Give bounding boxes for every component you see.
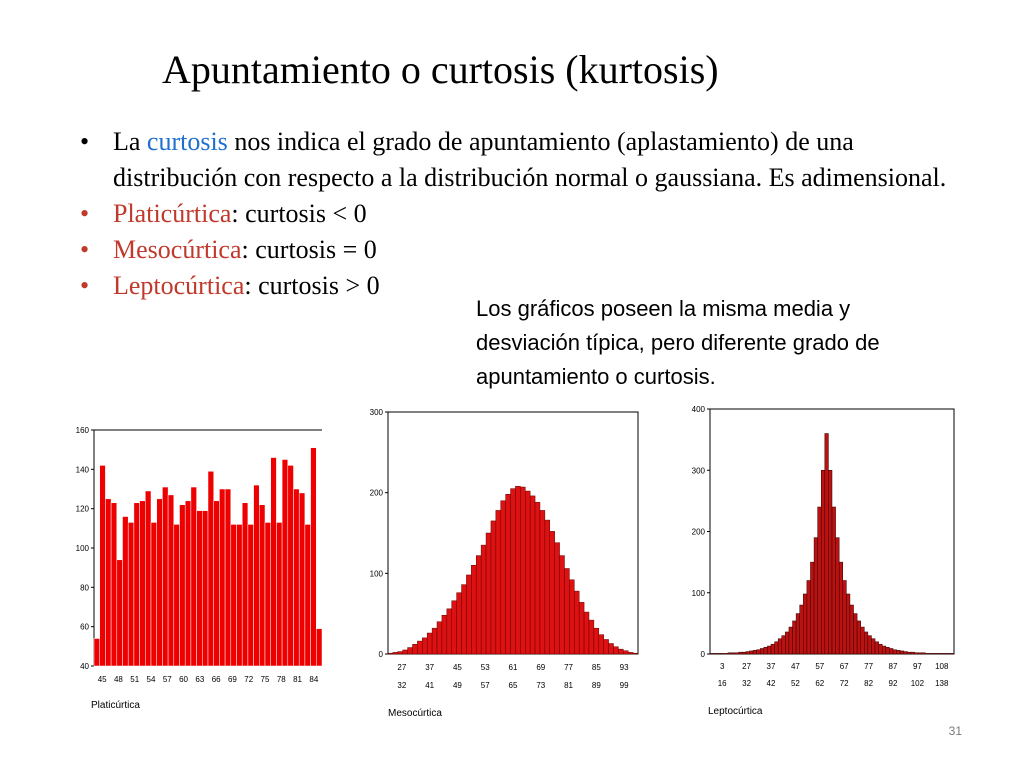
histogram-bar <box>214 501 220 666</box>
histogram-bar <box>915 653 919 654</box>
y-tick-label: 400 <box>691 405 705 414</box>
histogram-bar <box>871 639 875 654</box>
histogram-bar <box>846 594 850 654</box>
y-tick-label: 200 <box>369 488 383 498</box>
chart-caption: Platicúrtica <box>91 700 140 711</box>
bullet-intro <box>80 124 960 196</box>
definition-leptocurtica: : curtosis > 0 <box>244 271 380 300</box>
histogram-bar <box>134 503 140 666</box>
histogram-bar <box>242 503 248 666</box>
histogram-bar <box>584 612 589 654</box>
x-tick-label: 41 <box>425 681 435 690</box>
histogram-bar <box>778 639 782 654</box>
histogram-bar <box>237 524 243 666</box>
histogram-bar <box>117 560 123 666</box>
x-tick-label: 49 <box>452 681 462 690</box>
x-tick-label: 45 <box>97 675 107 684</box>
histogram-bar <box>393 652 398 654</box>
histogram-bar <box>417 641 422 654</box>
histogram-bar <box>432 628 437 654</box>
histogram-bar <box>259 505 265 666</box>
histogram-bar <box>316 629 322 666</box>
page-number: 31 <box>948 724 962 738</box>
histogram-bar <box>276 522 282 666</box>
x-tick-label: 87 <box>888 662 898 671</box>
histogram-bar <box>925 653 929 654</box>
histogram-bar <box>191 487 197 666</box>
histogram-platicurtica <box>66 420 332 720</box>
histogram-bar <box>735 653 739 654</box>
histogram-bar <box>299 493 305 666</box>
histogram-bar <box>486 533 491 654</box>
histogram-bar <box>202 511 208 666</box>
histogram-bar <box>564 568 569 654</box>
histogram-bar <box>550 531 555 654</box>
x-tick-label: 72 <box>839 679 849 688</box>
histogram-bar <box>105 499 111 666</box>
histogram-bar <box>800 605 804 654</box>
x-tick-label: 77 <box>564 663 574 672</box>
histogram-bar <box>767 646 771 654</box>
histogram-bar <box>889 648 893 654</box>
histogram-bar <box>555 543 560 654</box>
definition-mesocurtica: : curtosis = 0 <box>241 235 377 264</box>
histogram-bar <box>633 653 638 654</box>
x-tick-label: 63 <box>195 675 205 684</box>
x-tick-label: 81 <box>564 681 574 690</box>
histogram-bar <box>932 653 936 654</box>
x-tick-label: 92 <box>888 679 898 688</box>
histogram-bar <box>185 501 191 666</box>
histogram-bar <box>447 609 452 654</box>
definition-platicurtica: : curtosis < 0 <box>231 199 367 228</box>
histogram-bar <box>157 499 163 666</box>
intro-text: nos indica el grado de apuntamiento (aplastamiento) de una distribución con respecto a la distribución normal o gaussiana. Es adimensional. <box>113 127 947 192</box>
histogram-bar <box>746 652 750 654</box>
x-tick-label: 82 <box>864 679 874 688</box>
histogram-bar <box>857 621 861 654</box>
x-tick-label: 37 <box>766 662 776 671</box>
x-tick-label: 52 <box>790 679 800 688</box>
histogram-bar <box>900 651 904 654</box>
term-mesocurtica: Mesocúrtica <box>113 235 242 264</box>
x-tick-label: 72 <box>244 675 254 684</box>
histogram-bar <box>940 653 944 654</box>
x-tick-label: 57 <box>815 662 825 671</box>
y-tick-label: 100 <box>369 569 383 579</box>
histogram-bar <box>760 648 764 654</box>
histogram-bar <box>294 489 300 666</box>
histogram-bar <box>911 652 915 654</box>
histogram-bar <box>950 653 954 654</box>
histogram-bar <box>828 470 832 654</box>
x-tick-label: 32 <box>742 679 752 688</box>
histogram-bar <box>162 487 168 666</box>
histogram-bar <box>782 636 786 654</box>
histogram-bar <box>793 621 797 654</box>
x-tick-label: 57 <box>162 675 172 684</box>
x-tick-label: 73 <box>536 681 546 690</box>
intro-prefix: La <box>113 127 147 156</box>
chart-caption: Mesocúrtica <box>388 708 442 719</box>
x-tick-label: 81 <box>293 675 303 684</box>
histogram-bar <box>796 614 800 654</box>
x-tick-label: 61 <box>508 663 518 672</box>
histogram-bar <box>511 489 516 654</box>
histogram-mesocurtica <box>360 400 650 724</box>
x-tick-label: 66 <box>211 675 221 684</box>
histogram-bar <box>180 505 186 666</box>
histogram-bar <box>818 507 822 654</box>
histogram-bar <box>506 494 511 654</box>
histogram-bar <box>219 489 225 666</box>
histogram-bar <box>832 507 836 654</box>
y-tick-label: 40 <box>80 662 89 671</box>
y-tick-label: 300 <box>369 408 383 417</box>
y-tick-label: 0 <box>700 650 705 659</box>
histogram-bar <box>618 649 623 654</box>
x-tick-label: 102 <box>910 679 925 688</box>
histogram-bar <box>710 653 714 654</box>
histogram-bar <box>943 653 947 654</box>
bullet-platicurtica <box>80 196 960 232</box>
histogram-bar <box>947 653 951 654</box>
histogram-bar <box>907 652 911 654</box>
histogram-bar <box>560 556 565 654</box>
histogram-bar <box>288 465 294 666</box>
histogram-bar <box>724 653 728 654</box>
histogram-bar <box>442 615 447 654</box>
histogram-bar <box>422 638 427 654</box>
histogram-bar <box>520 487 525 654</box>
histogram-bar <box>311 448 317 666</box>
histogram-bar <box>128 522 134 666</box>
x-tick-label: 27 <box>742 662 752 671</box>
x-tick-label: 69 <box>536 663 546 672</box>
term-platicurtica: Platicúrtica <box>113 199 232 228</box>
histogram-bar <box>739 652 743 654</box>
histogram-bar <box>525 491 530 654</box>
bullet-marker: • <box>80 199 90 228</box>
histogram-bar <box>225 489 231 666</box>
histogram-bar <box>875 642 879 654</box>
histogram-bar <box>886 647 890 654</box>
histogram-bar <box>145 491 151 666</box>
x-tick-label: 47 <box>790 662 800 671</box>
chart-leptocurtica <box>680 398 965 722</box>
histogram-bar <box>868 636 872 654</box>
histogram-bar <box>140 501 146 666</box>
y-tick-label: 100 <box>75 544 89 553</box>
x-tick-label: 108 <box>935 662 949 671</box>
histogram-bar <box>742 652 746 654</box>
histogram-bar <box>466 575 471 654</box>
histogram-bar <box>515 486 520 654</box>
histogram-bar <box>496 510 501 654</box>
bullet-marker: • <box>80 127 90 156</box>
histogram-bar <box>893 650 897 654</box>
histogram-bar <box>535 502 540 654</box>
x-tick-label: 65 <box>508 681 518 690</box>
histogram-bar <box>717 653 721 654</box>
chart-mesocurtica <box>360 400 650 724</box>
histogram-bar <box>305 524 311 666</box>
histogram-bar <box>151 522 157 666</box>
histogram-bar <box>168 495 174 666</box>
histogram-bar <box>604 639 609 654</box>
y-tick-label: 200 <box>691 527 705 537</box>
x-tick-label: 37 <box>425 663 435 672</box>
chart-caption: Leptocúrtica <box>708 706 763 717</box>
histogram-bar <box>452 601 457 654</box>
y-tick-label: 100 <box>691 588 705 598</box>
x-tick-label: 51 <box>130 675 140 684</box>
histogram-bar <box>721 653 725 654</box>
x-tick-label: 93 <box>619 663 629 672</box>
histogram-leptocurtica <box>680 398 965 722</box>
histogram-bar <box>785 632 789 654</box>
histogram-bar <box>94 638 100 666</box>
x-tick-label: 57 <box>480 681 490 690</box>
term-leptocurtica: Leptocúrtica <box>113 271 245 300</box>
histogram-bar <box>501 501 506 654</box>
histogram-bar <box>574 591 579 654</box>
histogram-bar <box>814 538 818 654</box>
histogram-bar <box>481 545 486 654</box>
bullet-mesocurtica <box>80 232 960 268</box>
histogram-bar <box>579 602 584 654</box>
histogram-bar <box>771 644 775 654</box>
x-tick-label: 99 <box>619 681 629 690</box>
histogram-bar <box>388 653 393 654</box>
x-tick-label: 77 <box>864 662 874 671</box>
histogram-bar <box>613 647 618 654</box>
histogram-bar <box>897 650 901 654</box>
histogram-bar <box>476 556 481 654</box>
histogram-bar <box>825 434 829 655</box>
term-curtosis: curtosis <box>146 127 228 156</box>
histogram-bar <box>861 627 865 654</box>
y-tick-label: 160 <box>75 426 89 435</box>
histogram-bar <box>850 605 854 654</box>
histogram-bar <box>427 633 432 654</box>
x-tick-label: 84 <box>309 675 319 684</box>
histogram-bar <box>821 470 825 654</box>
histogram-bar <box>545 520 550 654</box>
y-tick-label: 120 <box>75 504 89 514</box>
x-tick-label: 69 <box>227 675 237 684</box>
histogram-bar <box>540 510 545 654</box>
histogram-bar <box>462 585 467 654</box>
histogram-bar <box>457 593 462 654</box>
x-tick-label: 16 <box>717 679 727 688</box>
x-tick-label: 75 <box>260 675 270 684</box>
histogram-bar <box>111 503 117 666</box>
histogram-bar <box>757 650 761 654</box>
histogram-bar <box>491 521 496 654</box>
histogram-bar <box>764 647 768 654</box>
x-tick-label: 60 <box>179 675 189 684</box>
histogram-bar <box>843 581 847 655</box>
histogram-bar <box>753 650 757 654</box>
histogram-bar <box>100 465 106 666</box>
histogram-bar <box>918 653 922 654</box>
histogram-bar <box>408 648 413 654</box>
histogram-bar <box>609 644 614 654</box>
bullet-marker: • <box>80 235 90 264</box>
x-tick-label: 67 <box>839 662 849 671</box>
histogram-bar <box>254 485 260 666</box>
histogram-bar <box>265 522 271 666</box>
x-tick-label: 62 <box>815 679 825 688</box>
histogram-bar <box>929 653 933 654</box>
charts-note: Los gráficos poseen la misma media y desviación típica, pero diferente grado de apuntamiento o curtosis. <box>476 296 880 389</box>
histogram-bar <box>589 620 594 654</box>
histogram-bar <box>594 628 599 654</box>
histogram-bar <box>836 538 840 654</box>
histogram-bar <box>208 471 214 666</box>
histogram-bar <box>775 642 779 654</box>
histogram-bar <box>437 622 442 654</box>
histogram-bar <box>922 653 926 654</box>
histogram-bar <box>628 652 633 654</box>
y-tick-label: 80 <box>80 583 89 593</box>
histogram-bar <box>854 614 858 654</box>
x-tick-label: 97 <box>912 662 922 671</box>
histogram-bar <box>749 651 753 654</box>
histogram-bar <box>904 652 908 654</box>
histogram-bar <box>530 496 535 654</box>
bullet-marker: • <box>80 271 90 300</box>
histogram-bar <box>882 646 886 654</box>
histogram-bar <box>839 562 843 654</box>
histogram-bar <box>879 644 883 654</box>
histogram-bar <box>599 635 604 654</box>
histogram-bar <box>413 644 418 654</box>
histogram-bar <box>623 651 628 654</box>
x-tick-label: 27 <box>397 663 407 672</box>
histogram-bar <box>271 458 277 666</box>
slide-title: Apuntamiento o curtosis (kurtosis) <box>162 47 719 92</box>
histogram-bar <box>732 653 736 654</box>
y-tick-label: 140 <box>75 465 89 475</box>
histogram-bar <box>197 511 203 666</box>
histogram-bar <box>789 627 793 654</box>
histogram-bar <box>936 653 940 654</box>
x-tick-label: 48 <box>113 675 123 684</box>
histogram-bar <box>471 565 476 654</box>
x-tick-label: 53 <box>480 663 490 672</box>
y-tick-label: 300 <box>691 466 705 476</box>
bullet-list <box>80 124 960 304</box>
histogram-bar <box>174 524 180 666</box>
chart-platicurtica <box>66 420 332 720</box>
histogram-bar <box>282 460 288 667</box>
histogram-bar <box>864 632 868 654</box>
y-tick-label: 60 <box>80 622 89 632</box>
histogram-bar <box>398 652 403 654</box>
histogram-bar <box>810 562 814 654</box>
x-tick-label: 45 <box>452 663 462 672</box>
histogram-bar <box>714 653 718 654</box>
x-tick-label: 85 <box>591 663 601 672</box>
x-tick-label: 78 <box>276 675 286 684</box>
x-tick-label: 3 <box>719 662 725 671</box>
histogram-bar <box>248 524 254 666</box>
x-tick-label: 138 <box>935 679 949 688</box>
x-tick-label: 89 <box>591 681 601 690</box>
histogram-bar <box>803 594 807 654</box>
x-tick-label: 54 <box>146 675 156 684</box>
histogram-bar <box>569 580 574 654</box>
x-tick-label: 42 <box>766 679 776 688</box>
histogram-bar <box>231 524 237 666</box>
histogram-bar <box>807 581 811 655</box>
histogram-bar <box>728 653 732 654</box>
histogram-bar <box>123 517 129 666</box>
histogram-bar <box>403 650 408 654</box>
y-tick-label: 0 <box>378 650 383 659</box>
x-tick-label: 32 <box>397 681 407 690</box>
